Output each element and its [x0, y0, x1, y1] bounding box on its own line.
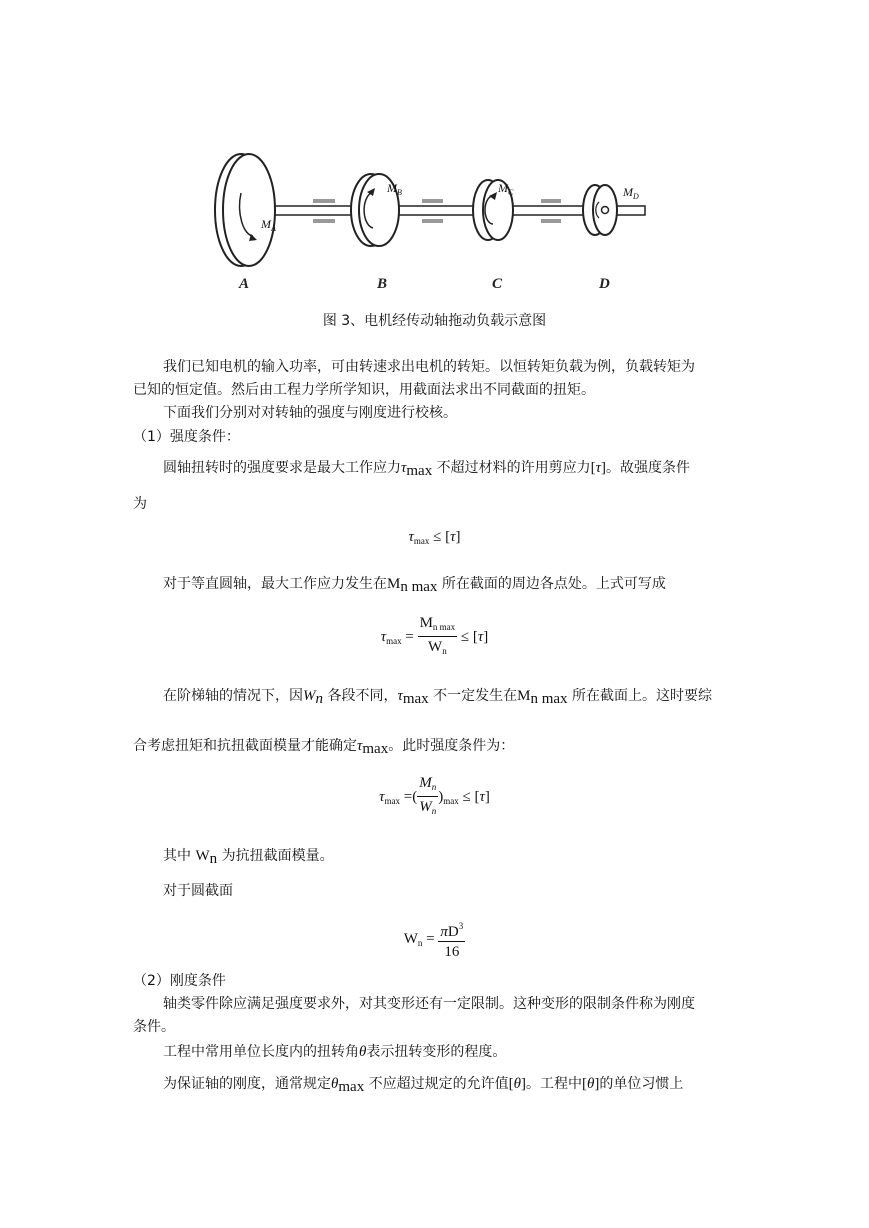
disk-a [215, 154, 275, 266]
heading-stiffness: （2）刚度条件 [133, 973, 226, 989]
paragraph-twist-angle: 工程中常用单位长度内的扭转角θ表示扭转变形的程度。 [163, 1044, 507, 1060]
paragraph-intro-line2: 已知的恒定值。然后由工程力学所学知识，用截面法求出不同截面的扭矩。 [133, 382, 595, 398]
figure-caption: 图 3、电机经传动轴拖动负载示意图 [322, 313, 547, 329]
equation-max-stress: $\tau_{max}$ = $\frac{M_{n max}}{W_n}$ ≤ [τ] [380, 615, 489, 656]
equation-strength: $\tau_{max} \le [\tau]$ [408, 529, 461, 546]
paragraph-stiffness-limit: 为保证轴的刚度，通常规定θmax 不应超过规定的允许值[θ]。工程中[θ]的单位习惯上 [163, 1076, 684, 1095]
disk-letters [238, 276, 610, 292]
paragraph-stepped-shaft: 在阶梯轴的情况下，因Wn 各段不同，τmax 不一定发生在Mn max 所在截面上。这时要综 [163, 688, 712, 707]
label-ma: $M_A$ [261, 217, 276, 233]
paragraph-check: 下面我们分别对对转轴的强度与刚度进行校核。 [163, 405, 457, 421]
label-md: $M_D$ [623, 185, 639, 201]
paragraph-stiffness-line2: 条件。 [133, 1019, 175, 1035]
paragraph-stepped-shaft-cont: 合考虑扭矩和抗扭截面模量才能确定τmax。此时强度条件为： [133, 738, 515, 757]
paragraph-circular-section: 对于圆截面 [163, 883, 233, 899]
paragraph-intro-line1: 我们已知电机的输入功率，可由转速求出电机的转矩。以恒转矩负载为例，负载转矩为 [163, 359, 695, 375]
label-mb: $M_B$ [387, 181, 402, 197]
shaft-diagram [205, 148, 665, 298]
letter-c: C [492, 276, 503, 292]
equation-section-modulus: $W_n$ = $\frac{\pi D^3}{16}$ [0, 917, 869, 962]
heading-strength: （1）强度条件： [133, 429, 240, 445]
paragraph-strength-wei: 为 [133, 496, 147, 512]
letter-d: D [599, 276, 610, 292]
paragraph-section-modulus: 其中 Wn 为抗扭截面模量。 [163, 848, 334, 867]
letter-a: A [239, 276, 250, 292]
letter-b: B [377, 276, 388, 292]
paragraph-stiffness-line1: 轴类零件除应满足强度要求外，对其变形还有一定限制。这种变形的限制条件称为刚度 [163, 996, 695, 1012]
disk-d [583, 185, 617, 235]
label-mc: $M_C$ [498, 181, 514, 197]
equation-stepped: $\tau_{max}$ =( $\frac{M_n}{W_n}$ )$_{max} \le [\tau]$ [379, 775, 490, 816]
paragraph-strength-req: 圆轴扭转时的强度要求是最大工作应力τmax 不超过材料的许用剪应力[τ]。故强度条件 [163, 460, 691, 479]
paragraph-uniform-shaft: 对于等直圆轴，最大工作应力发生在Mn max 所在截面的周边各点处。上式可写成 [163, 576, 666, 595]
